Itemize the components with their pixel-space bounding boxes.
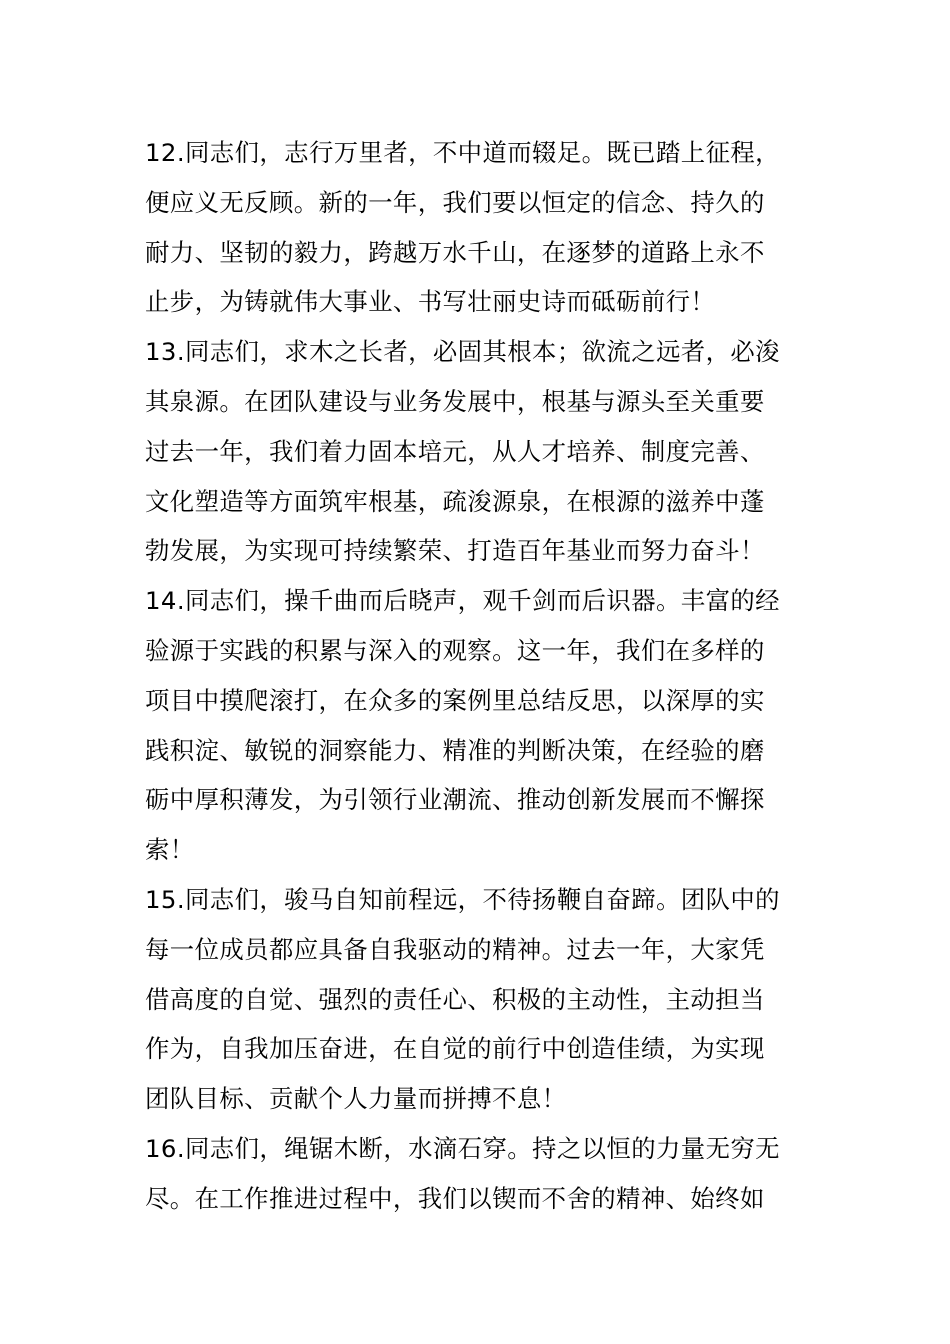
text-line: 项目中摸爬滚打，在众多的案例里总结反思，以深厚的实 (145, 685, 765, 715)
text-line: 16.同志们，绳锯木断，水滴石穿。持之以恒的力量无穷无 (145, 1133, 780, 1163)
text-line: 砺中厚积薄发，为引领行业潮流、推动创新发展而不懈探 (145, 785, 765, 815)
text-line: 其泉源。在团队建设与业务发展中，根基与源头至关重要 (145, 386, 765, 416)
text-line: 过去一年，我们着力固本培元，从人才培养、制度完善、 (145, 436, 765, 466)
text-line: 借高度的自觉、强烈的责任心、积极的主动性，主动担当 (145, 984, 765, 1014)
text-line: 14.同志们，操千曲而后晓声，观千剑而后识器。丰富的经 (145, 586, 780, 616)
text-line: 止步，为铸就伟大事业、书写壮丽史诗而砥砺前行！ (145, 287, 716, 317)
text-line: 每一位成员都应具备自我驱动的精神。过去一年，大家凭 (145, 934, 765, 964)
document-body (145, 128, 807, 1224)
text-line: 作为，自我加压奋进，在自觉的前行中创造佳绩，为实现 (145, 1034, 765, 1064)
text-line: 践积淀、敏锐的洞察能力、精准的判断决策，在经验的磨 (145, 735, 765, 765)
text-line: 15.同志们，骏马自知前程远，不待扬鞭自奋蹄。团队中的 (145, 884, 780, 914)
text-line: 12.同志们，志行万里者，不中道而辍足。既已踏上征程， (145, 138, 780, 167)
text-line: 13.同志们，求木之长者，必固其根本；欲流之远者，必浚 (145, 337, 780, 367)
text-line: 尽。在工作推进过程中，我们以锲而不舍的精神、始终如 (145, 1183, 765, 1213)
text-line: 索！ (145, 835, 195, 865)
text-line: 勃发展，为实现可持续繁荣、打造百年基业而努力奋斗！ (145, 536, 765, 566)
text-line: 验源于实践的积累与深入的观察。这一年，我们在多样的 (145, 635, 765, 665)
text-line: 文化塑造等方面筑牢根基，疏浚源泉，在根源的滋养中蓬 (145, 486, 765, 516)
text-line: 耐力、坚韧的毅力，跨越万水千山，在逐梦的道路上永不 (145, 237, 765, 267)
text-line: 便应义无反顾。新的一年，我们要以恒定的信念、持久的 (145, 187, 765, 217)
text-line: 团队目标、贡献个人力量而拼搏不息！ (145, 1084, 567, 1114)
